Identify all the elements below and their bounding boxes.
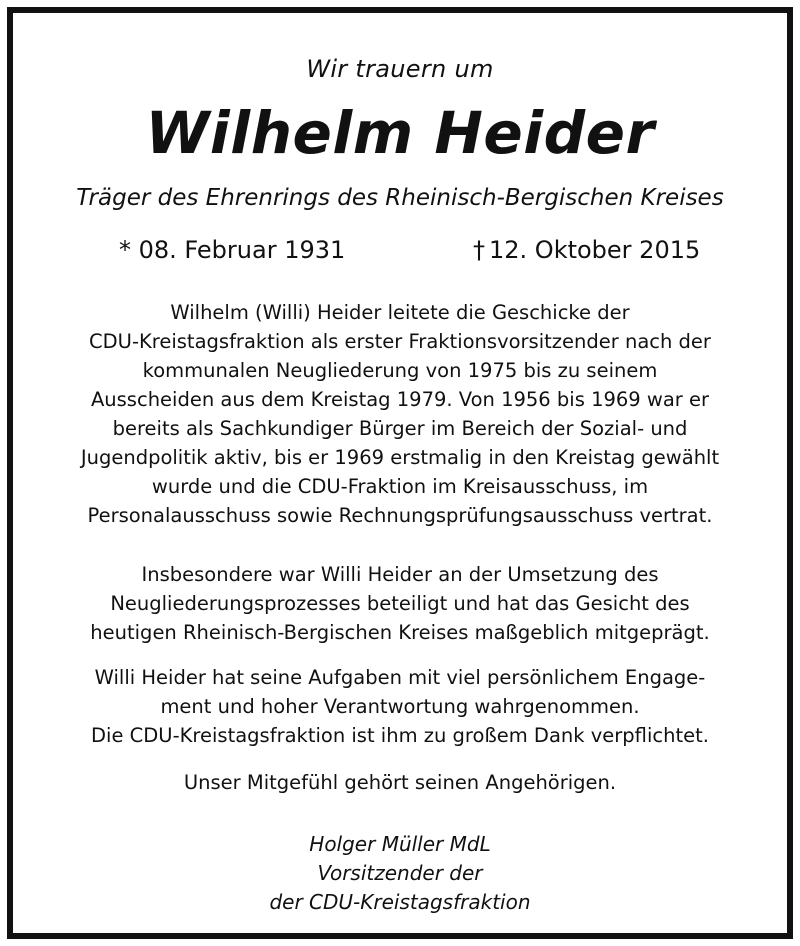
obituary-frame <box>7 7 793 939</box>
text-line: Neugliederungsprozesses beteiligt und hat das Gesicht des <box>110 592 690 615</box>
signatory-role: Vorsitzender der <box>317 861 483 885</box>
text-line: Personalausschuss sowie Rechnungsprüfungsausschuss vertrat. <box>87 504 713 527</box>
text-line: Wilhelm (Willi) Heider leitete die Geschicke der <box>170 301 630 324</box>
text-line: Insbesondere war Willi Heider an der Umsetzung des <box>141 563 659 586</box>
text-line: ment und hoher Verantwortung wahrgenommen. <box>160 695 640 718</box>
text-line: wurde und die CDU-Fraktion im Kreisausschuss, im <box>151 475 649 498</box>
text-line: Ausscheiden aus dem Kreistag 1979. Von 1956 bis 1969 war er <box>90 388 710 411</box>
birth-date: * 08. Februar 1931 <box>119 236 346 264</box>
text-line: Die CDU-Kreistagsfraktion ist ihm zu großem Dank verpflichtet. <box>91 724 709 747</box>
honor-line: Träger des Ehrenrings des Rheinisch-Bergischen Kreises <box>76 185 724 211</box>
deceased-name: Wilhelm Heider <box>145 99 655 167</box>
paragraph-reorganization <box>63 560 737 647</box>
paragraph-gratitude <box>63 663 737 750</box>
signatory-name: Holger Müller MdL <box>309 832 491 856</box>
paragraph-condolence <box>63 768 737 797</box>
text-line: Jugendpolitik aktiv, bis er 1969 erstmalig in den Kreistag gewählt <box>80 446 720 469</box>
paragraph-career <box>63 298 737 530</box>
text-line: bereits als Sachkundiger Bürger im Bereich der Sozial- und <box>112 417 688 440</box>
life-dates <box>13 236 787 266</box>
text-line: Willi Heider hat seine Aufgaben mit viel persönlichem Engage- <box>94 666 706 689</box>
intro-line: Wir trauern um <box>306 55 494 83</box>
text-line: CDU-Kreistagsfraktion als erster Fraktionsvorsitzender nach der <box>89 330 711 353</box>
text-line: kommunalen Neugliederung von 1975 bis zu seinem <box>142 359 658 382</box>
cross-icon: † <box>473 236 485 264</box>
text-line: Unser Mitgefühl gehört seinen Angehörigen. <box>183 771 617 794</box>
text-line: heutigen Rheinisch-Bergischen Kreises maßgeblich mitgeprägt. <box>90 621 710 644</box>
signatory-organization: der CDU-Kreistagsfraktion <box>269 890 531 914</box>
signature-block <box>13 830 787 917</box>
death-date: 12. Oktober 2015 <box>489 236 701 264</box>
death-date-group <box>473 236 700 264</box>
